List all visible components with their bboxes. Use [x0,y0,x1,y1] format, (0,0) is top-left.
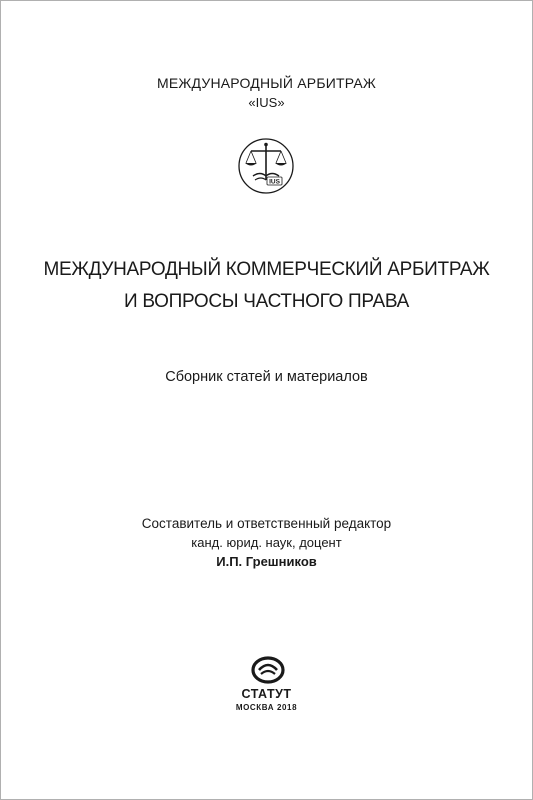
organization-subname: «IUS» [248,95,285,110]
scales-of-justice-emblem-icon [236,136,296,196]
book-title-line-1: МЕЖДУНАРОДНЫЙ КОММЕРЧЕСКИЙ АРБИТРАЖ [43,259,490,280]
editor-role: Составитель и ответственный редактор [141,516,392,531]
publisher-city-year: МОСКВА 2018 [235,703,298,712]
book-title-line-2: И ВОПРОСЫ ЧАСТНОГО ПРАВА [124,291,409,312]
emblem-label: IUS [269,178,280,186]
editor-degree: канд. юрид. наук, доцент [191,535,342,550]
editor-name: И.П. Грешников [216,554,317,569]
organization-name: МЕЖДУНАРОДНЫЙ АРБИТРАЖ [156,75,376,91]
publisher-name: СТАТУТ [241,686,292,702]
book-subtitle: Сборник статей и материалов [165,369,368,385]
